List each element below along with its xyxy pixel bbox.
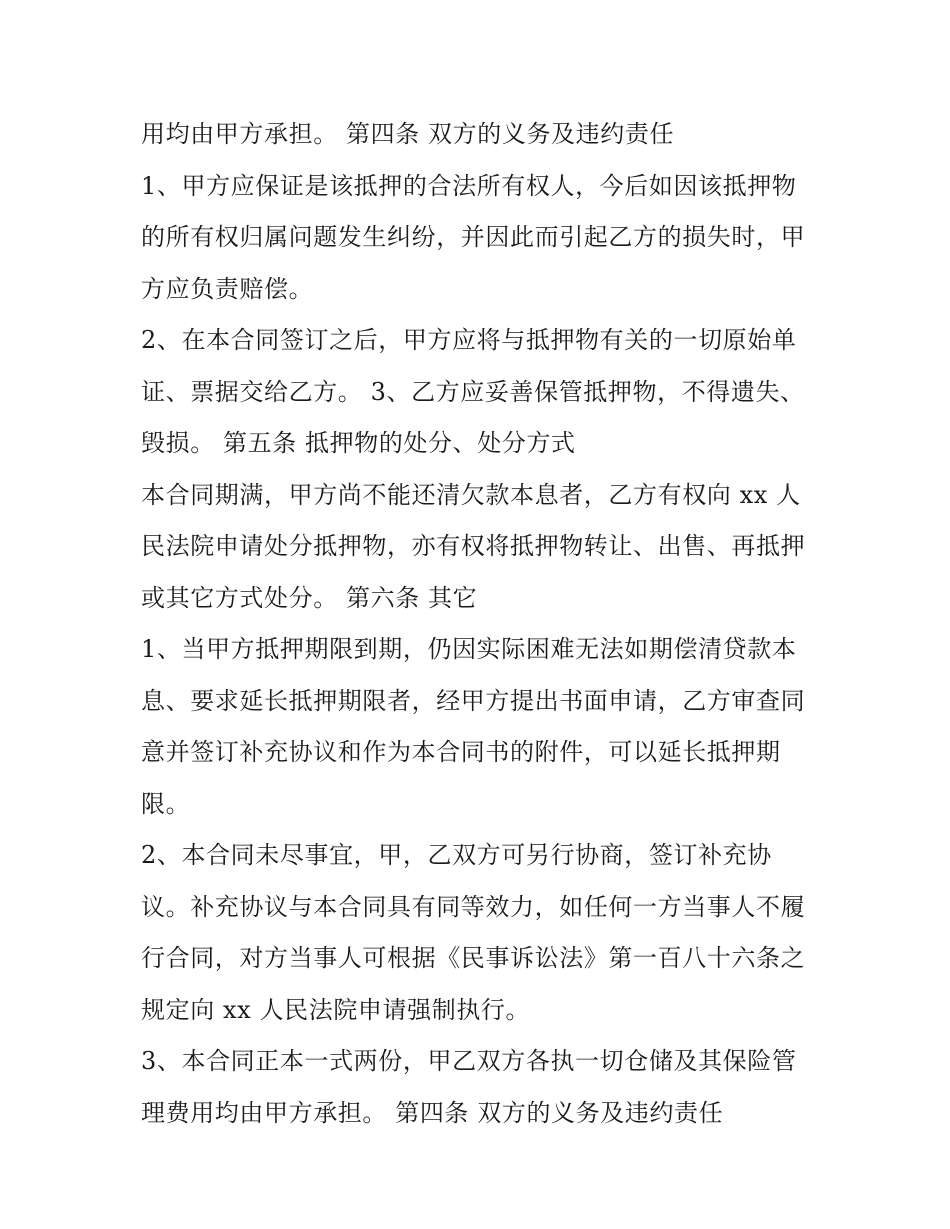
text-line: 证、票据交给乙方。 3、乙方应妥善保管抵押物，不得遗失、 bbox=[141, 377, 805, 406]
text-line: 方应负责赔偿。 bbox=[141, 274, 314, 303]
text-line: 本合同期满，甲方尚不能还清欠款本息者，乙方有权向 xx 人 bbox=[141, 480, 801, 509]
text-line: 规定向 xx 人民法院申请强制执行。 bbox=[141, 995, 531, 1024]
text-line: 或其它方式处分。 第六条 其它 bbox=[141, 583, 478, 612]
text-line: 理费用均由甲方承担。 第四条 双方的义务及违约责任 bbox=[141, 1098, 724, 1127]
text-line: 行合同，对方当事人可根据《民事诉讼法》第一百八十六条之 bbox=[141, 944, 806, 972]
text-line: 1、当甲方抵押期限到期，仍因实际困难无法如期偿清贷款本 bbox=[141, 635, 797, 663]
text-line: 用均由甲方承担。 第四条 双方的义务及违约责任 bbox=[141, 120, 675, 148]
text-line: 议。补充协议与本合同具有同等效力，如任何一方当事人不履 bbox=[141, 892, 806, 921]
text-line: 民法院申请处分抵押物，亦有权将抵押物转让、出售、再抵押 bbox=[141, 532, 806, 560]
text-line: 毁损。 第五条 抵押物的处分、处分方式 bbox=[141, 429, 576, 457]
document-body bbox=[141, 109, 821, 1139]
text-line: 3、本合同正本一式两份，甲乙双方各执一切仓储及其保险管 bbox=[141, 1047, 797, 1075]
text-line: 息、要求延长抵押期限者，经甲方提出书面申请，乙方审查同 bbox=[141, 686, 806, 715]
text-line: 1、甲方应保证是该抵押的合法所有权人，今后如因该抵押物 bbox=[141, 171, 797, 200]
text-line: 意并签订补充协议和作为本合同书的附件，可以延长抵押期 bbox=[141, 738, 781, 766]
text-line: 2、在本合同签订之后，甲方应将与抵押物有关的一切原始单 bbox=[141, 326, 797, 354]
text-line: 的所有权归属问题发生纠纷，并因此而引起乙方的损失时，甲 bbox=[141, 223, 806, 251]
text-line: 2、本合同未尽事宜，甲，乙双方可另行协商，签订补充协 bbox=[141, 841, 772, 869]
text-line: 限。 bbox=[141, 789, 191, 818]
